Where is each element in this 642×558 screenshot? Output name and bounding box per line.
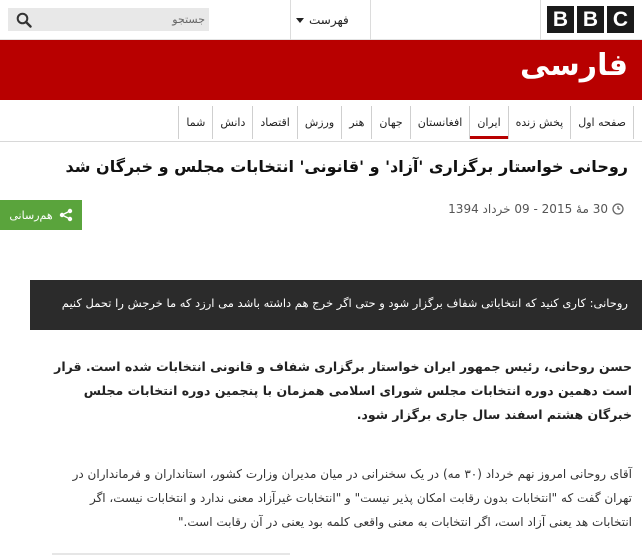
nav-item-afghanistan[interactable]: افغانستان bbox=[410, 106, 471, 139]
share-icon bbox=[59, 208, 73, 222]
divider bbox=[540, 0, 541, 40]
share-label: هم‌رسانی bbox=[9, 208, 53, 222]
divider bbox=[290, 0, 291, 40]
menu-button[interactable] bbox=[296, 10, 368, 30]
nav-item-you[interactable]: شما bbox=[178, 106, 213, 139]
pull-quote-text: روحانی: کاری کنید که انتخاباتی شفاف برگزار شود و حتی اگر خرج هم داشته باشد می ارزد که ما خرجش را تحمل کنیم bbox=[61, 296, 628, 310]
search-box[interactable] bbox=[8, 8, 209, 31]
site-title[interactable]: فارسی bbox=[519, 48, 628, 83]
nav-item-science[interactable]: دانش bbox=[212, 106, 253, 139]
article-date bbox=[448, 202, 624, 216]
article-headline: روحانی خواستار برگزاری 'آزاد' و 'قانونی' انتخابات مجلس و خبرگان شد bbox=[65, 157, 628, 176]
divider bbox=[52, 553, 290, 555]
menu-label: فهرست bbox=[309, 13, 349, 27]
nav-item-world[interactable]: جهان bbox=[371, 106, 410, 139]
logo-letter: C bbox=[607, 6, 634, 33]
nav-item-economy[interactable]: اقتصاد bbox=[252, 106, 297, 139]
masthead bbox=[0, 40, 642, 100]
date-text: 30 مهٔ 2015 - 09 خرداد 1394 bbox=[448, 202, 608, 216]
nav-item-art[interactable]: هنر bbox=[341, 106, 372, 139]
nav-item-live[interactable]: پخش زنده bbox=[508, 106, 572, 139]
logo-letter: B bbox=[577, 6, 604, 33]
search-input[interactable] bbox=[45, 8, 205, 31]
article-paragraph: آقای روحانی امروز نهم خرداد (۳۰ مه) در یک سخنرانی در میان مدیران وزارت کشور، استانداران و فرمانداران در تهران گفت که "انتخابات بدون رقابت امکان پذیر نیست" و "انتخابات غیرآزاد معنی ندارد و انتخابات نیست، اگر انتخابات هد یعنی آزاد است، اگر انتخابات به معنی واقعی کلمه بود یعنی در آن رقابت است." bbox=[72, 467, 632, 529]
chevron-down-icon bbox=[296, 18, 304, 23]
nav-item-home[interactable]: صفحه اول bbox=[570, 106, 634, 139]
bbc-logo[interactable] bbox=[544, 6, 634, 33]
logo-letter: B bbox=[547, 6, 574, 33]
pull-quote bbox=[30, 280, 642, 330]
nav-list bbox=[179, 106, 634, 139]
main-nav bbox=[0, 100, 642, 142]
clock-icon bbox=[612, 203, 624, 215]
share-button[interactable] bbox=[0, 200, 82, 230]
article-lead: حسن روحانی، رئیس جمهور ایران خواستار برگزاری شفاف و قانونی انتخابات شده است. قرار است دهمین دوره انتخابات مجلس شورای اسلامی همزمان با پنجمین دوره انتخابات مجلس خبرگان هشتم اسفند سال جاری برگزار شود. bbox=[54, 359, 632, 422]
top-bar bbox=[0, 0, 642, 40]
search-icon[interactable] bbox=[16, 12, 32, 28]
divider bbox=[370, 0, 371, 40]
nav-item-sport[interactable]: ورزش bbox=[297, 106, 342, 139]
nav-item-iran[interactable]: ایران bbox=[469, 106, 508, 139]
